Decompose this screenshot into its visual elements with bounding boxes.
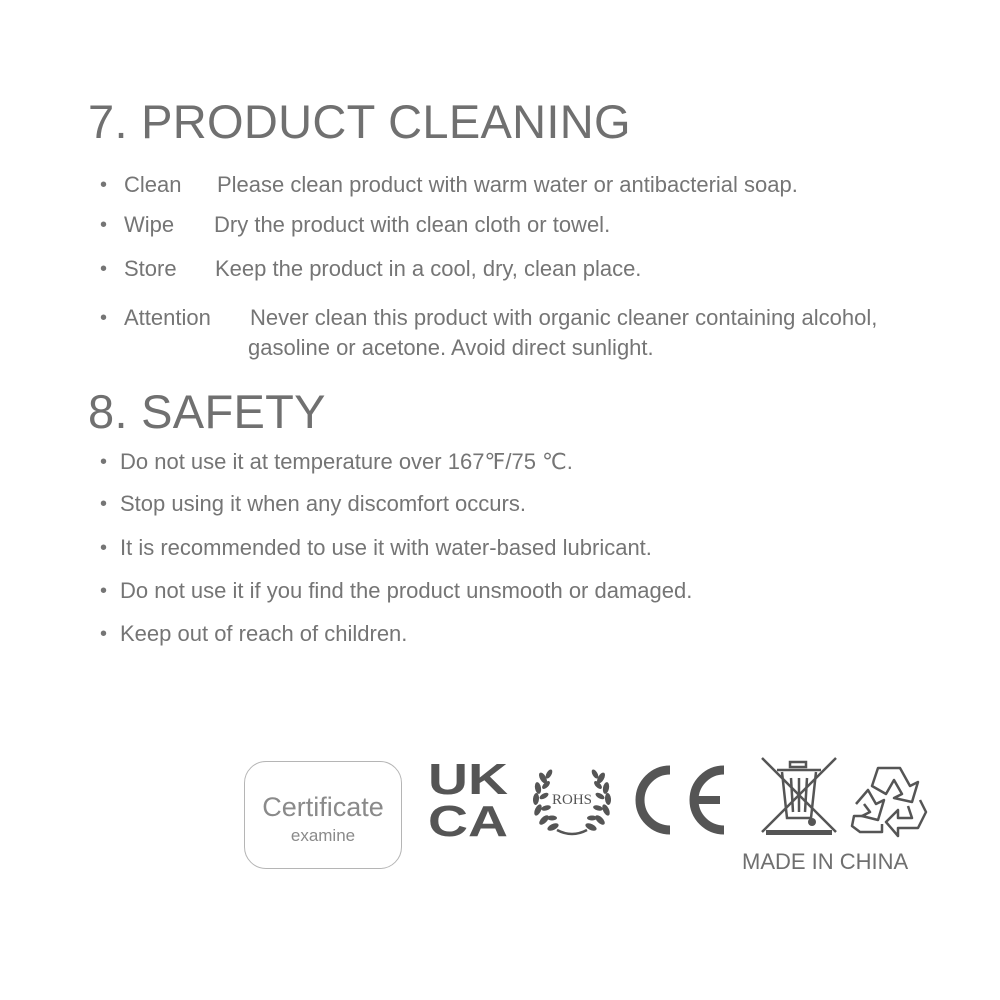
ukca-line2: CA	[428, 797, 508, 840]
section-title-safety: 8. SAFETY	[88, 385, 326, 438]
item-description: Please clean product with warm water or antibacterial soap.	[217, 172, 798, 197]
item-term: Clean	[124, 172, 182, 197]
bullet: •	[100, 214, 108, 236]
weee-crossed-bin-icon	[760, 756, 838, 838]
bullet: •	[100, 174, 108, 196]
rohs-label: ROHS	[551, 792, 593, 808]
recycle-icon	[848, 760, 930, 838]
bullet: •	[100, 537, 108, 559]
section-title-cleaning: 7. PRODUCT CLEANING	[88, 95, 631, 148]
bullet: •	[100, 451, 108, 473]
item-description: Never clean this product with organic cleaner containing alcohol,	[250, 305, 878, 330]
safety-text: Do not use it at temperature over 167℉/75 ℃.	[120, 449, 573, 474]
ce-mark-icon	[634, 764, 730, 836]
ukca-mark-icon	[428, 758, 510, 840]
safety-text: Do not use it if you find the product unsmooth or damaged.	[120, 578, 693, 603]
bullet: •	[100, 623, 108, 645]
bullet: •	[100, 580, 108, 602]
list-item	[100, 303, 1000, 365]
item-description: Dry the product with clean cloth or towel.	[214, 212, 611, 237]
made-in-label: MADE IN CHINA	[742, 849, 909, 874]
bullet: •	[100, 493, 108, 515]
certificate-badge	[244, 761, 402, 869]
certificate-title: Certificate	[262, 792, 384, 822]
bullet: •	[100, 258, 108, 280]
item-description: Keep the product in a cool, dry, clean place.	[215, 256, 642, 281]
item-term: Attention	[124, 305, 211, 330]
bullet: •	[100, 307, 108, 329]
item-description-continued: gasoline or acetone. Avoid direct sunlight.	[248, 335, 654, 360]
ukca-line1: UK	[428, 758, 509, 804]
item-term: Store	[124, 256, 177, 281]
safety-text: Keep out of reach of children.	[120, 621, 408, 646]
safety-text: It is recommended to use it with water-based lubricant.	[120, 535, 652, 560]
certificate-subtitle: examine	[290, 826, 356, 845]
item-term: Wipe	[124, 212, 175, 237]
safety-text: Stop using it when any discomfort occurs.	[120, 491, 526, 516]
rohs-wreath-icon	[527, 758, 617, 838]
